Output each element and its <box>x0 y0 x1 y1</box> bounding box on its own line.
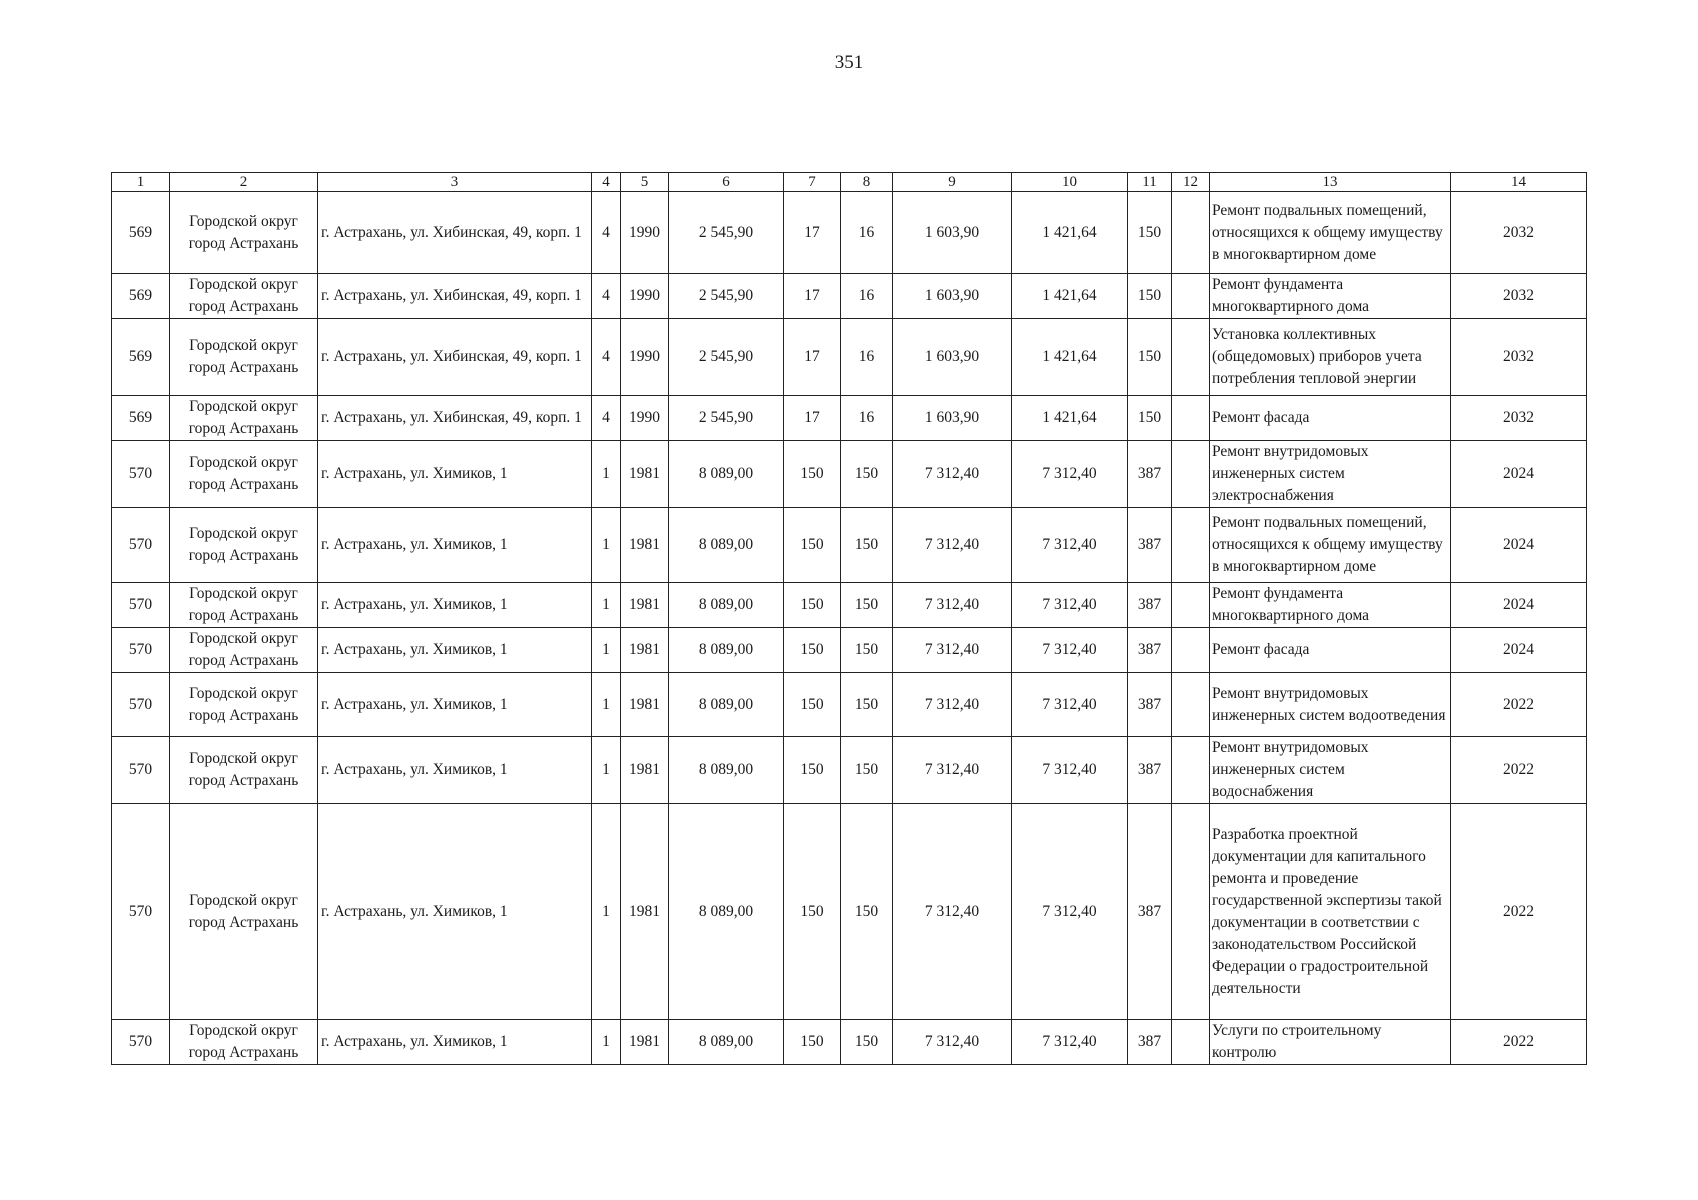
col11-cell: 150 <box>1128 396 1172 441</box>
municipality-cell: Городской округ город Астрахань <box>170 319 318 396</box>
address-cell: г. Астрахань, ул. Химиков, 1 <box>318 673 592 737</box>
municipality-cell: Городской округ город Астрахань <box>170 737 318 804</box>
col8-cell: 150 <box>841 673 893 737</box>
work-type-cell: Установка коллективных (общедомовых) приборов учета потребления тепловой энергии <box>1210 319 1451 396</box>
col12-cell <box>1172 274 1210 319</box>
work-type-cell: Ремонт подвальных помещений, относящихся к общему имуществу в многоквартирном доме <box>1210 508 1451 583</box>
row-number: 570 <box>112 804 170 1020</box>
municipality-cell: Городской округ город Астрахань <box>170 804 318 1020</box>
page-number: 351 <box>834 52 864 73</box>
address-cell: г. Астрахань, ул. Хибинская, 49, корп. 1 <box>318 192 592 274</box>
col12-cell <box>1172 628 1210 673</box>
col9-cell: 7 312,40 <box>893 673 1012 737</box>
col10-cell: 7 312,40 <box>1012 628 1128 673</box>
column-header-2: 2 <box>170 173 318 192</box>
col10-cell: 1 421,64 <box>1012 274 1128 319</box>
planned-year-cell: 2032 <box>1451 192 1587 274</box>
col10-cell: 1 421,64 <box>1012 319 1128 396</box>
row-number: 570 <box>112 583 170 628</box>
total-area-cell: 8 089,00 <box>669 804 784 1020</box>
table-row <box>112 274 1587 319</box>
planned-year-cell: 2022 <box>1451 737 1587 804</box>
col9-cell: 1 603,90 <box>893 319 1012 396</box>
col9-cell: 7 312,40 <box>893 804 1012 1020</box>
table-row <box>112 737 1587 804</box>
table-row <box>112 192 1587 274</box>
address-cell: г. Астрахань, ул. Хибинская, 49, корп. 1 <box>318 396 592 441</box>
column-header-4: 4 <box>592 173 621 192</box>
column-header-9: 9 <box>893 173 1012 192</box>
col7-cell: 17 <box>784 274 841 319</box>
table-row <box>112 673 1587 737</box>
row-number: 570 <box>112 628 170 673</box>
col4-cell: 1 <box>592 628 621 673</box>
work-type-cell: Ремонт внутридомовых инженерных систем электроснабжения <box>1210 441 1451 508</box>
address-cell: г. Астрахань, ул. Химиков, 1 <box>318 508 592 583</box>
table-row <box>112 319 1587 396</box>
column-header-14: 14 <box>1451 173 1587 192</box>
col12-cell <box>1172 441 1210 508</box>
column-header-5: 5 <box>621 173 669 192</box>
col8-cell: 150 <box>841 628 893 673</box>
year-built-cell: 1990 <box>621 396 669 441</box>
table-row <box>112 1020 1587 1065</box>
col8-cell: 150 <box>841 583 893 628</box>
work-type-cell: Ремонт фасада <box>1210 628 1451 673</box>
address-cell: г. Астрахань, ул. Химиков, 1 <box>318 628 592 673</box>
col10-cell: 7 312,40 <box>1012 441 1128 508</box>
col4-cell: 4 <box>592 396 621 441</box>
total-area-cell: 8 089,00 <box>669 508 784 583</box>
col7-cell: 17 <box>784 319 841 396</box>
col10-cell: 7 312,40 <box>1012 583 1128 628</box>
col11-cell: 150 <box>1128 192 1172 274</box>
table-row <box>112 396 1587 441</box>
col9-cell: 7 312,40 <box>893 583 1012 628</box>
column-header-13: 13 <box>1210 173 1451 192</box>
col4-cell: 1 <box>592 673 621 737</box>
col8-cell: 16 <box>841 192 893 274</box>
table-row <box>112 508 1587 583</box>
row-number: 570 <box>112 508 170 583</box>
address-cell: г. Астрахань, ул. Химиков, 1 <box>318 441 592 508</box>
municipality-cell: Городской округ город Астрахань <box>170 628 318 673</box>
col7-cell: 150 <box>784 441 841 508</box>
column-header-11: 11 <box>1128 173 1172 192</box>
col4-cell: 4 <box>592 274 621 319</box>
planned-year-cell: 2032 <box>1451 396 1587 441</box>
year-built-cell: 1990 <box>621 319 669 396</box>
col4-cell: 4 <box>592 192 621 274</box>
column-header-3: 3 <box>318 173 592 192</box>
total-area-cell: 8 089,00 <box>669 1020 784 1065</box>
planned-year-cell: 2032 <box>1451 274 1587 319</box>
col9-cell: 7 312,40 <box>893 737 1012 804</box>
col11-cell: 387 <box>1128 583 1172 628</box>
col12-cell <box>1172 192 1210 274</box>
col11-cell: 150 <box>1128 319 1172 396</box>
planned-year-cell: 2022 <box>1451 673 1587 737</box>
year-built-cell: 1981 <box>621 673 669 737</box>
col9-cell: 1 603,90 <box>893 396 1012 441</box>
col8-cell: 16 <box>841 396 893 441</box>
col12-cell <box>1172 319 1210 396</box>
municipality-cell: Городской округ город Астрахань <box>170 673 318 737</box>
municipality-cell: Городской округ город Астрахань <box>170 508 318 583</box>
year-built-cell: 1981 <box>621 737 669 804</box>
column-header-10: 10 <box>1012 173 1128 192</box>
row-number: 569 <box>112 396 170 441</box>
year-built-cell: 1981 <box>621 628 669 673</box>
col4-cell: 1 <box>592 804 621 1020</box>
row-number: 569 <box>112 192 170 274</box>
municipality-cell: Городской округ город Астрахань <box>170 192 318 274</box>
col7-cell: 150 <box>784 583 841 628</box>
work-type-cell: Ремонт внутридомовых инженерных систем водоснабжения <box>1210 737 1451 804</box>
row-number: 570 <box>112 1020 170 1065</box>
col7-cell: 150 <box>784 508 841 583</box>
year-built-cell: 1981 <box>621 508 669 583</box>
col11-cell: 387 <box>1128 1020 1172 1065</box>
col8-cell: 150 <box>841 441 893 508</box>
total-area-cell: 8 089,00 <box>669 737 784 804</box>
planned-year-cell: 2024 <box>1451 508 1587 583</box>
municipality-cell: Городской округ город Астрахань <box>170 583 318 628</box>
col10-cell: 7 312,40 <box>1012 737 1128 804</box>
year-built-cell: 1981 <box>621 804 669 1020</box>
municipality-cell: Городской округ город Астрахань <box>170 441 318 508</box>
col7-cell: 150 <box>784 737 841 804</box>
column-header-8: 8 <box>841 173 893 192</box>
col9-cell: 1 603,90 <box>893 274 1012 319</box>
col11-cell: 387 <box>1128 508 1172 583</box>
total-area-cell: 2 545,90 <box>669 192 784 274</box>
municipality-cell: Городской округ город Астрахань <box>170 1020 318 1065</box>
table-row <box>112 628 1587 673</box>
municipality-cell: Городской округ город Астрахань <box>170 274 318 319</box>
work-type-cell: Ремонт фасада <box>1210 396 1451 441</box>
planned-year-cell: 2032 <box>1451 319 1587 396</box>
col11-cell: 387 <box>1128 673 1172 737</box>
address-cell: г. Астрахань, ул. Химиков, 1 <box>318 583 592 628</box>
col12-cell <box>1172 508 1210 583</box>
col10-cell: 7 312,40 <box>1012 1020 1128 1065</box>
col11-cell: 387 <box>1128 737 1172 804</box>
col8-cell: 16 <box>841 319 893 396</box>
col10-cell: 1 421,64 <box>1012 192 1128 274</box>
col12-cell <box>1172 673 1210 737</box>
address-cell: г. Астрахань, ул. Химиков, 1 <box>318 1020 592 1065</box>
col11-cell: 387 <box>1128 804 1172 1020</box>
table-body <box>112 192 1587 1065</box>
planned-year-cell: 2022 <box>1451 1020 1587 1065</box>
total-area-cell: 8 089,00 <box>669 583 784 628</box>
total-area-cell: 8 089,00 <box>669 673 784 737</box>
col10-cell: 7 312,40 <box>1012 673 1128 737</box>
total-area-cell: 2 545,90 <box>669 396 784 441</box>
col11-cell: 387 <box>1128 628 1172 673</box>
municipality-cell: Городской округ город Астрахань <box>170 396 318 441</box>
work-type-cell: Ремонт внутридомовых инженерных систем водоотведения <box>1210 673 1451 737</box>
year-built-cell: 1990 <box>621 192 669 274</box>
col7-cell: 150 <box>784 628 841 673</box>
column-header-1: 1 <box>112 173 170 192</box>
col10-cell: 7 312,40 <box>1012 804 1128 1020</box>
column-header-12: 12 <box>1172 173 1210 192</box>
col7-cell: 150 <box>784 804 841 1020</box>
col9-cell: 7 312,40 <box>893 508 1012 583</box>
col8-cell: 16 <box>841 274 893 319</box>
col8-cell: 150 <box>841 737 893 804</box>
col7-cell: 17 <box>784 192 841 274</box>
row-number: 569 <box>112 319 170 396</box>
total-area-cell: 2 545,90 <box>669 319 784 396</box>
col4-cell: 1 <box>592 508 621 583</box>
total-area-cell: 8 089,00 <box>669 441 784 508</box>
col8-cell: 150 <box>841 804 893 1020</box>
work-type-cell: Услуги по строительному контролю <box>1210 1020 1451 1065</box>
total-area-cell: 2 545,90 <box>669 274 784 319</box>
col7-cell: 150 <box>784 673 841 737</box>
year-built-cell: 1981 <box>621 583 669 628</box>
work-type-cell: Ремонт фундамента многоквартирного дома <box>1210 274 1451 319</box>
planned-year-cell: 2022 <box>1451 804 1587 1020</box>
col4-cell: 1 <box>592 1020 621 1065</box>
col8-cell: 150 <box>841 1020 893 1065</box>
planned-year-cell: 2024 <box>1451 441 1587 508</box>
row-number: 569 <box>112 274 170 319</box>
address-cell: г. Астрахань, ул. Химиков, 1 <box>318 737 592 804</box>
address-cell: г. Астрахань, ул. Хибинская, 49, корп. 1 <box>318 319 592 396</box>
col12-cell <box>1172 396 1210 441</box>
col4-cell: 1 <box>592 583 621 628</box>
col9-cell: 7 312,40 <box>893 1020 1012 1065</box>
col10-cell: 7 312,40 <box>1012 508 1128 583</box>
col12-cell <box>1172 737 1210 804</box>
year-built-cell: 1981 <box>621 1020 669 1065</box>
col12-cell <box>1172 583 1210 628</box>
table-row <box>112 583 1587 628</box>
column-header-7: 7 <box>784 173 841 192</box>
col4-cell: 4 <box>592 319 621 396</box>
col9-cell: 1 603,90 <box>893 192 1012 274</box>
col9-cell: 7 312,40 <box>893 628 1012 673</box>
planned-year-cell: 2024 <box>1451 583 1587 628</box>
col12-cell <box>1172 1020 1210 1065</box>
year-built-cell: 1981 <box>621 441 669 508</box>
col12-cell <box>1172 804 1210 1020</box>
col11-cell: 150 <box>1128 274 1172 319</box>
col4-cell: 1 <box>592 441 621 508</box>
address-cell: г. Астрахань, ул. Химиков, 1 <box>318 804 592 1020</box>
col7-cell: 150 <box>784 1020 841 1065</box>
work-type-cell: Ремонт подвальных помещений, относящихся к общему имуществу в многоквартирном доме <box>1210 192 1451 274</box>
column-header-6: 6 <box>669 173 784 192</box>
work-type-cell: Разработка проектной документации для капитального ремонта и проведение государственной экспертизы такой документации в соответствии с законодательством Российской Федерации о градостроительной деятельности <box>1210 804 1451 1020</box>
work-type-cell: Ремонт фундамента многоквартирного дома <box>1210 583 1451 628</box>
col8-cell: 150 <box>841 508 893 583</box>
header-row <box>112 173 1587 192</box>
table-row <box>112 804 1587 1020</box>
register-table <box>111 172 1587 1065</box>
col11-cell: 387 <box>1128 441 1172 508</box>
row-number: 570 <box>112 737 170 804</box>
year-built-cell: 1990 <box>621 274 669 319</box>
row-number: 570 <box>112 673 170 737</box>
col9-cell: 7 312,40 <box>893 441 1012 508</box>
address-cell: г. Астрахань, ул. Хибинская, 49, корп. 1 <box>318 274 592 319</box>
row-number: 570 <box>112 441 170 508</box>
total-area-cell: 8 089,00 <box>669 628 784 673</box>
col7-cell: 17 <box>784 396 841 441</box>
col4-cell: 1 <box>592 737 621 804</box>
planned-year-cell: 2024 <box>1451 628 1587 673</box>
col10-cell: 1 421,64 <box>1012 396 1128 441</box>
table-row <box>112 441 1587 508</box>
